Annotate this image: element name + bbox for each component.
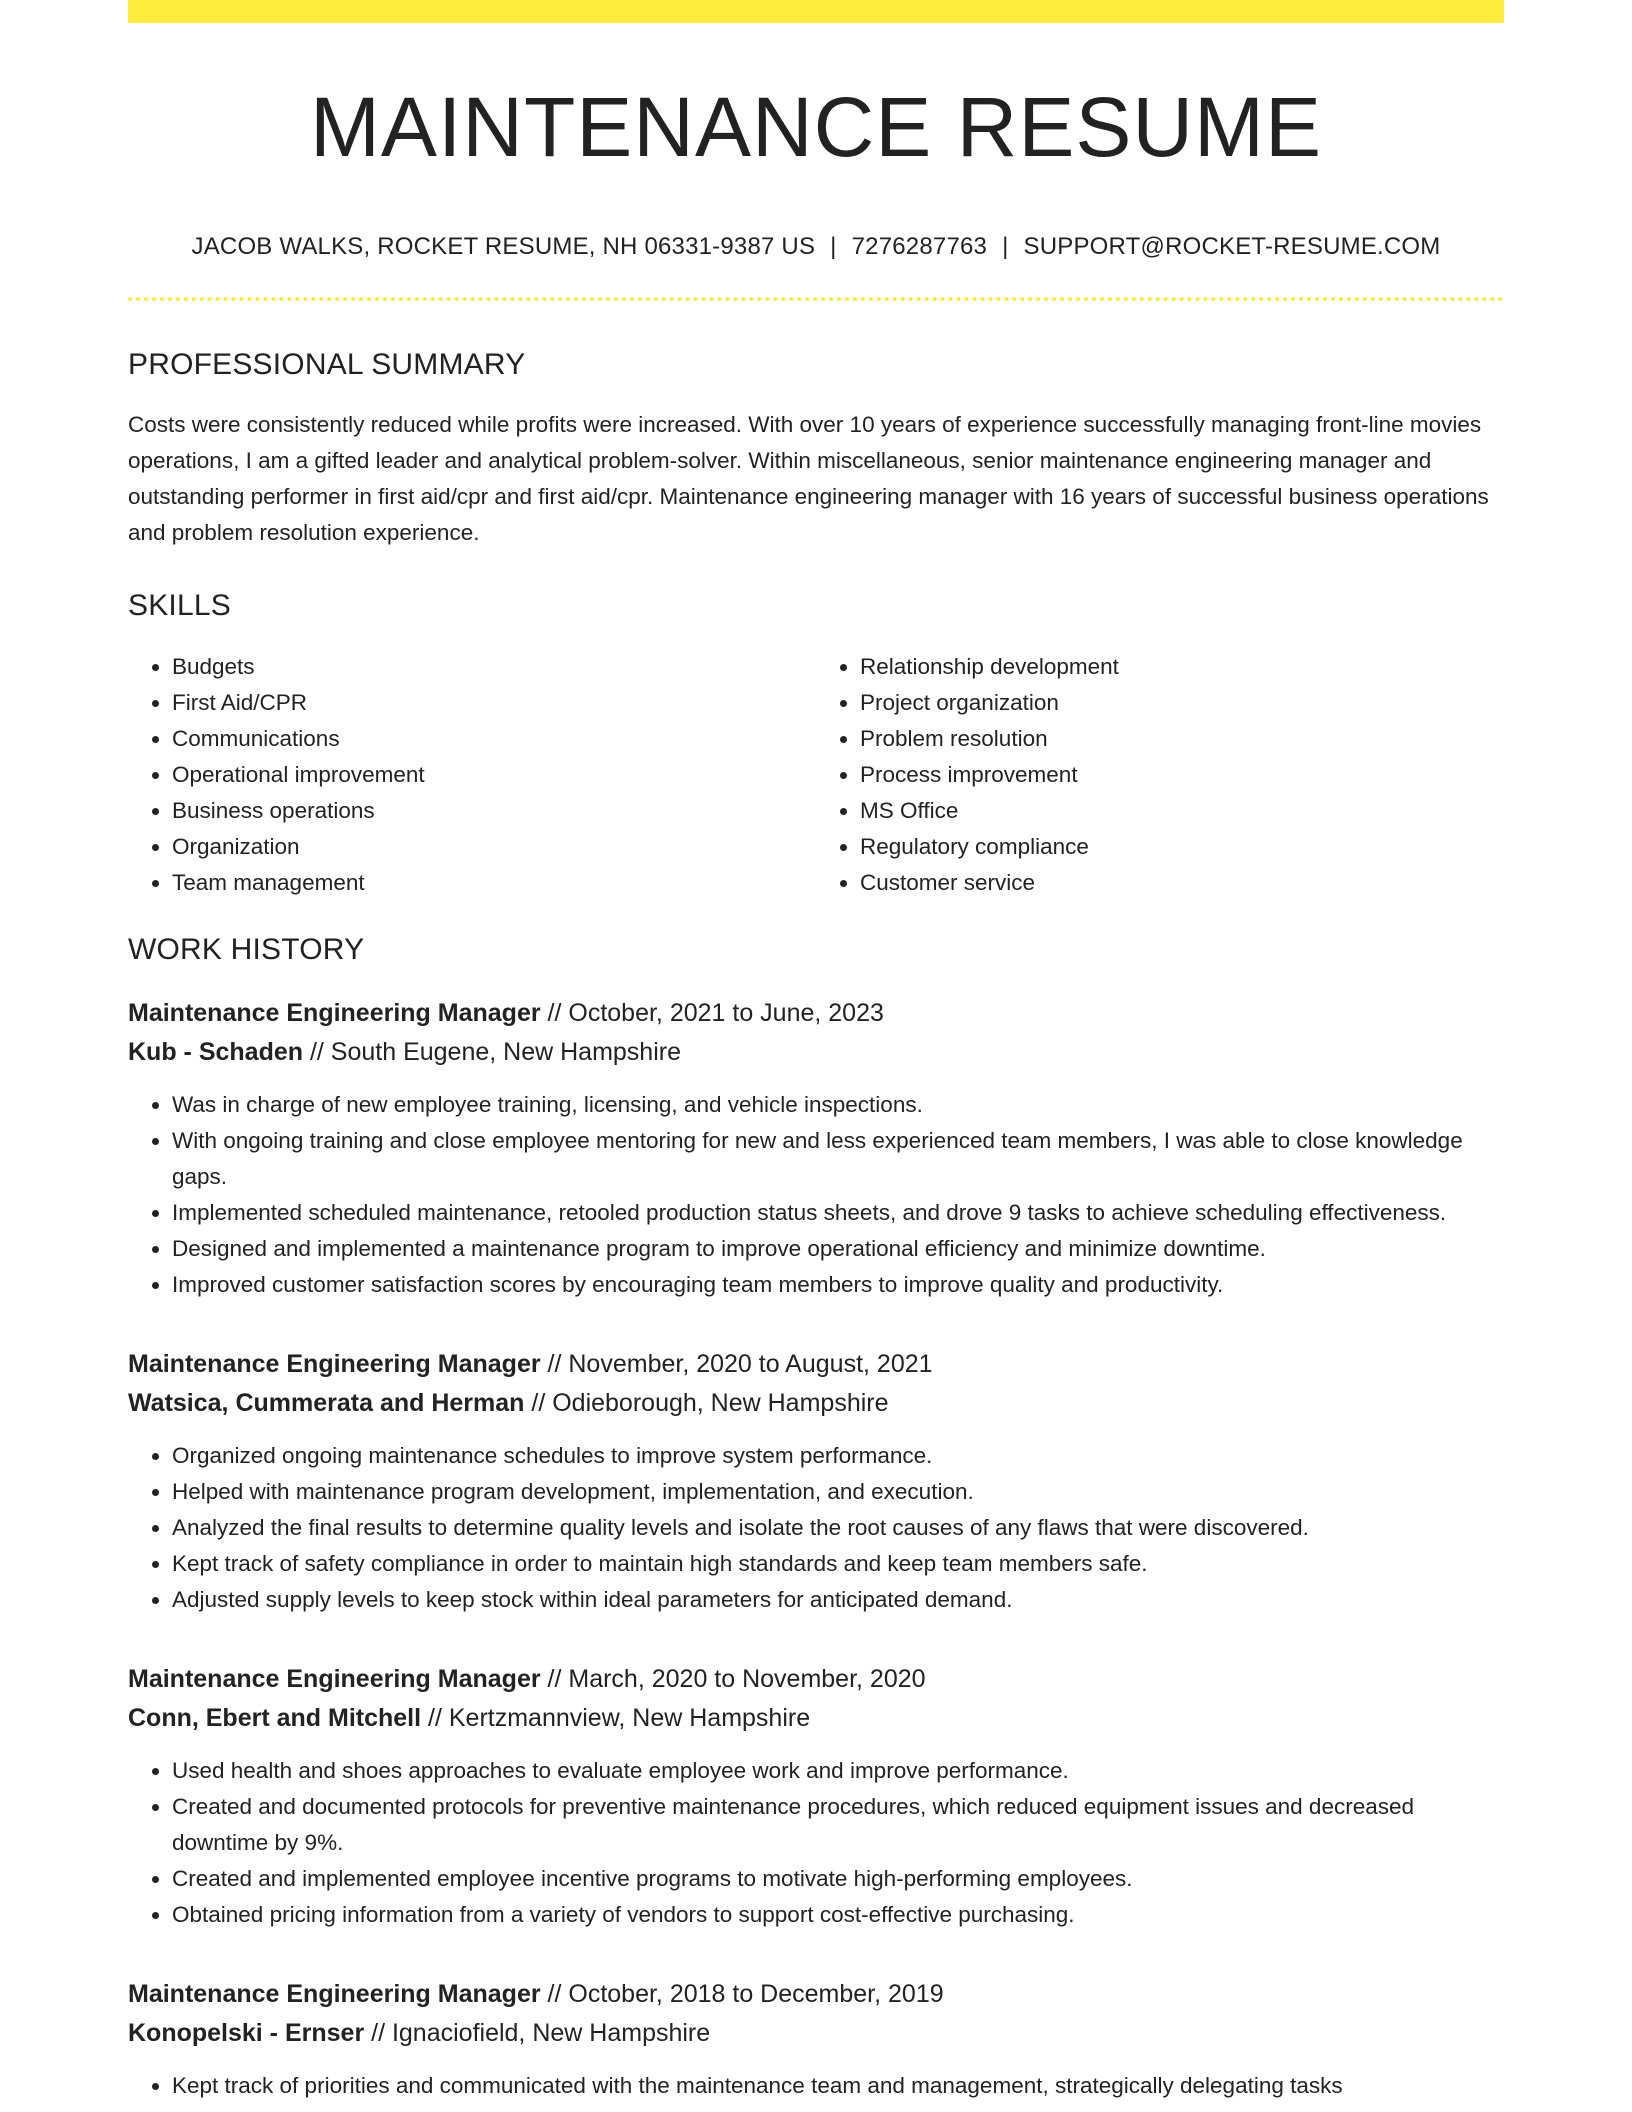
skill-item: • Process improvement bbox=[860, 757, 1504, 793]
contact-phone: 7276287763 bbox=[851, 233, 988, 260]
skill-item: • Operational improvement bbox=[172, 757, 816, 793]
job-entry bbox=[128, 1345, 1504, 1618]
job-title: Maintenance Engineering Manager bbox=[128, 1980, 541, 2008]
job-location: // Odieborough, New Hampshire bbox=[524, 1389, 889, 1417]
job-bullet: • Designed and implemented a maintenance program to improve operational efficiency and minimize downtime. bbox=[172, 1231, 1504, 1267]
job-bullet: • Organized ongoing maintenance schedules to improve system performance. bbox=[172, 1438, 1504, 1474]
job-entry bbox=[128, 1660, 1504, 1933]
skill-item: • Communications bbox=[172, 721, 816, 757]
skill-item: • Team management bbox=[172, 865, 816, 901]
skill-item: • Relationship development bbox=[860, 649, 1504, 685]
resume-title: MAINTENANCE RESUME bbox=[309, 80, 1323, 174]
job-bullets bbox=[128, 2068, 1504, 2104]
job-bullet: • Obtained pricing information from a variety of vendors to support cost-effective purchasing. bbox=[172, 1897, 1504, 1933]
job-company: Konopelski - Ernser bbox=[128, 2019, 365, 2047]
job-bullet: • Adjusted supply levels to keep stock within ideal parameters for anticipated demand. bbox=[172, 1582, 1504, 1618]
job-company: Conn, Ebert and Mitchell bbox=[128, 1704, 422, 1732]
job-bullets bbox=[128, 1087, 1504, 1303]
skill-item: • First Aid/CPR bbox=[172, 685, 816, 721]
skill-item: • Regulatory compliance bbox=[860, 829, 1504, 865]
job-company-line bbox=[128, 1033, 1504, 1072]
job-bullets bbox=[128, 1753, 1504, 1933]
job-bullet: • Created and implemented employee incentive programs to motivate high-performing employees. bbox=[172, 1861, 1504, 1897]
job-entry bbox=[128, 994, 1504, 1303]
job-title-line bbox=[128, 1975, 1504, 2014]
skill-item: • Organization bbox=[172, 829, 816, 865]
job-bullet: • Was in charge of new employee training, licensing, and vehicle inspections. bbox=[172, 1087, 1504, 1123]
job-bullet: • Used health and shoes approaches to evaluate employee work and improve performance. bbox=[172, 1753, 1504, 1789]
job-bullet: • Kept track of priorities and communicated with the maintenance team and management, strategically delegating tasks bbox=[172, 2068, 1504, 2104]
job-bullet: • Improved customer satisfaction scores by encouraging team members to improve quality and productivity. bbox=[172, 1267, 1504, 1303]
skill-item: • MS Office bbox=[860, 793, 1504, 829]
job-company-line bbox=[128, 1384, 1504, 1423]
job-location: // Ignaciofield, New Hampshire bbox=[364, 2019, 711, 2047]
job-bullet: • Helped with maintenance program development, implementation, and execution. bbox=[172, 1474, 1504, 1510]
job-bullet: • With ongoing training and close employee mentoring for new and less experienced team members, I was able to close knowledge gaps. bbox=[172, 1123, 1504, 1195]
job-title: Maintenance Engineering Manager bbox=[128, 999, 541, 1027]
contact-address: JACOB WALKS, ROCKET RESUME, NH 06331-9387 US bbox=[191, 233, 816, 260]
job-title-line bbox=[128, 994, 1504, 1033]
job-entry bbox=[128, 1975, 1504, 2104]
resume-page bbox=[128, 0, 1504, 2104]
work-history-heading: WORK HISTORY bbox=[128, 933, 365, 966]
job-location: // South Eugene, New Hampshire bbox=[303, 1038, 681, 1066]
skills-list-left bbox=[128, 649, 816, 901]
job-bullet: • Implemented scheduled maintenance, retooled production status sheets, and drove 9 tasks to achieve scheduling effectiveness. bbox=[172, 1195, 1504, 1231]
job-dates: // October, 2018 to December, 2019 bbox=[540, 1980, 944, 2008]
skill-item: • Customer service bbox=[860, 865, 1504, 901]
skill-item: • Business operations bbox=[172, 793, 816, 829]
job-company: Watsica, Cummerata and Herman bbox=[128, 1389, 525, 1417]
job-title-line bbox=[128, 1345, 1504, 1384]
skills-heading: SKILLS bbox=[128, 589, 231, 622]
job-bullet: • Analyzed the final results to determine quality levels and isolate the root causes of any flaws that were discovered. bbox=[172, 1510, 1504, 1546]
job-location: // Kertzmannview, New Hampshire bbox=[421, 1704, 811, 1732]
summary-heading: PROFESSIONAL SUMMARY bbox=[128, 348, 526, 381]
job-bullet: • Created and documented protocols for preventive maintenance procedures, which reduced equipment issues and decreased downtime by 9%. bbox=[172, 1789, 1504, 1861]
contact-separator: | bbox=[1002, 233, 1009, 260]
job-title-line bbox=[128, 1660, 1504, 1699]
job-company-line bbox=[128, 1699, 1504, 1738]
job-bullets bbox=[128, 1438, 1504, 1618]
dotted-divider bbox=[128, 297, 1504, 301]
summary-text: Costs were consistently reduced while profits were increased. With over 10 years of experience successfully managing front-line movies operations, I am a gifted leader and analytical problem-solver. Within miscellaneous, senior maintenance engineering manager and outstanding performer in first aid/cpr and first aid/cpr. Maintenance engineering manager with 16 years of successful business operations and problem resolution experience. bbox=[128, 412, 1489, 545]
contact-separator: | bbox=[830, 233, 837, 260]
job-title: Maintenance Engineering Manager bbox=[128, 1665, 541, 1693]
job-title: Maintenance Engineering Manager bbox=[128, 1350, 541, 1378]
job-dates: // March, 2020 to November, 2020 bbox=[540, 1665, 926, 1693]
skill-item: • Project organization bbox=[860, 685, 1504, 721]
skill-item: • Budgets bbox=[172, 649, 816, 685]
skills-grid bbox=[128, 649, 1504, 901]
job-dates: // November, 2020 to August, 2021 bbox=[540, 1350, 933, 1378]
contact-email: SUPPORT@ROCKET-RESUME.COM bbox=[1023, 233, 1441, 260]
skill-item: • Problem resolution bbox=[860, 721, 1504, 757]
skills-list-right bbox=[816, 649, 1504, 901]
job-dates: // October, 2021 to June, 2023 bbox=[540, 999, 884, 1027]
job-bullet: • Kept track of safety compliance in order to maintain high standards and keep team members safe. bbox=[172, 1546, 1504, 1582]
accent-top-bar bbox=[128, 0, 1504, 23]
job-company-line bbox=[128, 2014, 1504, 2053]
contact-line bbox=[128, 235, 1504, 259]
job-company: Kub - Schaden bbox=[128, 1038, 304, 1066]
